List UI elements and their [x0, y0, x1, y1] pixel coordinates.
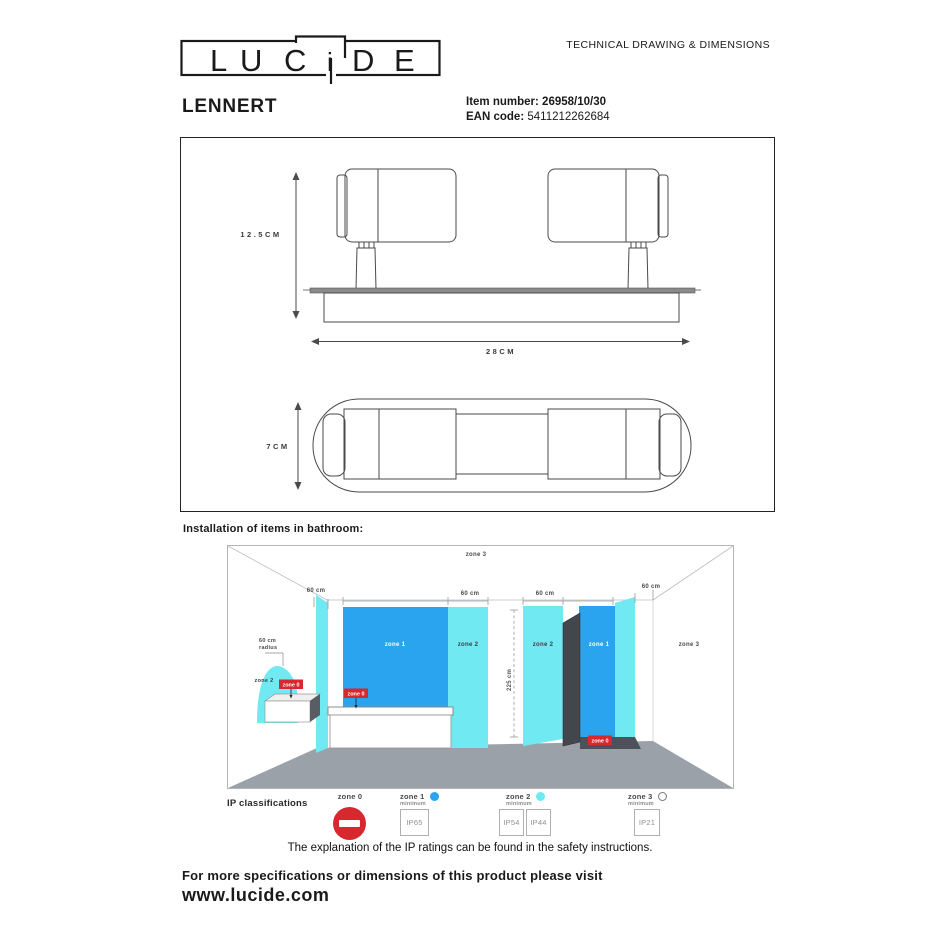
ip54-rating-text: IP54 [503, 818, 520, 827]
logo-letter: E [394, 43, 415, 78]
zone1-area-shower [579, 606, 615, 737]
no-entry-icon [333, 807, 366, 840]
ip65-rating-box [400, 809, 429, 836]
bathroom-zones-diagram [227, 545, 734, 789]
logo-letter: C [284, 43, 307, 78]
legend-zone1-text: zone 1 [400, 792, 425, 801]
item-number-row [466, 95, 610, 110]
right-tab-top-view [659, 414, 681, 476]
ip-classifications-title: IP classifications [227, 798, 308, 809]
footer-text: For more specifications or dimensions of this product please visit [182, 868, 603, 883]
spot-head-left [345, 169, 456, 242]
lucide-logo [180, 28, 442, 88]
ceiling-zone3-label: zone 3 [465, 552, 487, 558]
left-tab-top-view [323, 414, 345, 476]
center-bar-top-view [456, 414, 548, 474]
zone2-color-dot-icon [536, 792, 545, 801]
zone3-label-wall: zone 3 [678, 642, 700, 648]
logo-letters [210, 43, 415, 78]
sixty-cm-label-right: 60 cm [535, 591, 555, 597]
document-type-heading: TECHNICAL DRAWING & DIMENSIONS [566, 39, 770, 51]
ip44-rating-box [526, 809, 551, 836]
product-name: LENNERT [182, 96, 278, 117]
right-head-top-view [548, 409, 660, 479]
front-view [240, 169, 701, 356]
radius-label-line2: radius [259, 645, 278, 651]
width-dim-label: 28CM [485, 347, 517, 356]
zone1-color-dot-icon [430, 792, 439, 801]
legend-zone3-text: zone 3 [628, 792, 653, 801]
sixty-cm-label-right-wall: 60 cm [641, 584, 661, 590]
ip44-rating-text: IP44 [530, 818, 547, 827]
legend-zone2-label [506, 792, 545, 801]
ip54-rating-box [499, 809, 524, 836]
ean-label: EAN code: [466, 111, 525, 123]
legend-zone3-minimum: minimum [628, 801, 654, 807]
logo-letter: D [352, 43, 375, 78]
website-url: www.lucide.com [182, 885, 330, 905]
legend-zone2-text: zone 2 [506, 792, 531, 801]
zone0-badge-shower [588, 736, 612, 746]
ean-row [466, 110, 610, 125]
bathtub [328, 707, 453, 748]
depth-dim-label: 7CM [266, 442, 290, 451]
sixty-cm-label-left: 60 cm [460, 591, 480, 597]
base-plate-top [310, 288, 695, 293]
zone1-label-left: zone 1 [384, 642, 406, 648]
zone2-label-right: zone 2 [532, 642, 554, 648]
zone2-area-right [523, 606, 563, 746]
spot-stem-left [356, 248, 376, 289]
technical-drawing [181, 138, 773, 510]
technical-drawing-box [180, 137, 775, 512]
shower-panel [563, 613, 580, 746]
width-dimension [311, 338, 690, 356]
radius-label-line1: 60 cm [259, 638, 277, 644]
legend-zone3-label [628, 792, 667, 801]
logo-letter: U [240, 43, 263, 78]
sixty-cm-label-left-wall: 60 cm [306, 588, 326, 594]
left-wall-zone2-band [316, 595, 328, 753]
zone2-label-left: zone 2 [457, 642, 479, 648]
ip65-rating-text: IP65 [406, 818, 423, 827]
zone2-label-basin: zone 2 [254, 678, 274, 684]
ip21-rating-text: IP21 [638, 818, 656, 827]
bathroom-section-title: Installation of items in bathroom: [183, 523, 364, 535]
item-number-label: Item number: [466, 96, 539, 108]
legend-zone2-minimum: minimum [506, 801, 532, 807]
base-body [324, 293, 679, 322]
zone3-color-ring-icon [658, 792, 667, 801]
height-dim-label: 12.5CM [240, 230, 282, 239]
corner-zone2-band-right [615, 597, 635, 737]
height-dimension [240, 172, 299, 319]
zone2-area-left [448, 607, 488, 748]
logo-letter: L [210, 43, 228, 78]
legend-zone1-minimum: minimum [400, 801, 426, 807]
ip21-rating-box [634, 809, 660, 836]
top-view [266, 399, 691, 492]
no-entry-bar [339, 820, 360, 828]
height-225-label: 225 cm [507, 668, 513, 691]
zone1-label-shower: zone 1 [588, 642, 610, 648]
legend-zone0-label [327, 792, 373, 801]
left-head-top-view [344, 409, 456, 479]
svg-text:zone 0: zone 0 [347, 691, 365, 698]
svg-text:zone 0: zone 0 [591, 738, 609, 745]
svg-text:zone 0: zone 0 [282, 682, 300, 689]
legend-zone0-text: zone 0 [337, 792, 363, 801]
ean-value: 5411212262684 [527, 111, 610, 123]
depth-dimension [266, 402, 301, 490]
spot-head-right [548, 169, 659, 242]
ip-ratings-note: The explanation of the IP ratings can be found in the safety instructions. [287, 842, 653, 854]
washbasin-front [265, 701, 310, 722]
legend-zone1-label [400, 792, 439, 801]
product-codes [466, 95, 610, 125]
logo-letter: i [327, 47, 333, 77]
spot-stem-right [628, 248, 648, 289]
item-number-value: 26958/10/30 [542, 96, 606, 108]
base-outline-top-view [313, 399, 691, 492]
